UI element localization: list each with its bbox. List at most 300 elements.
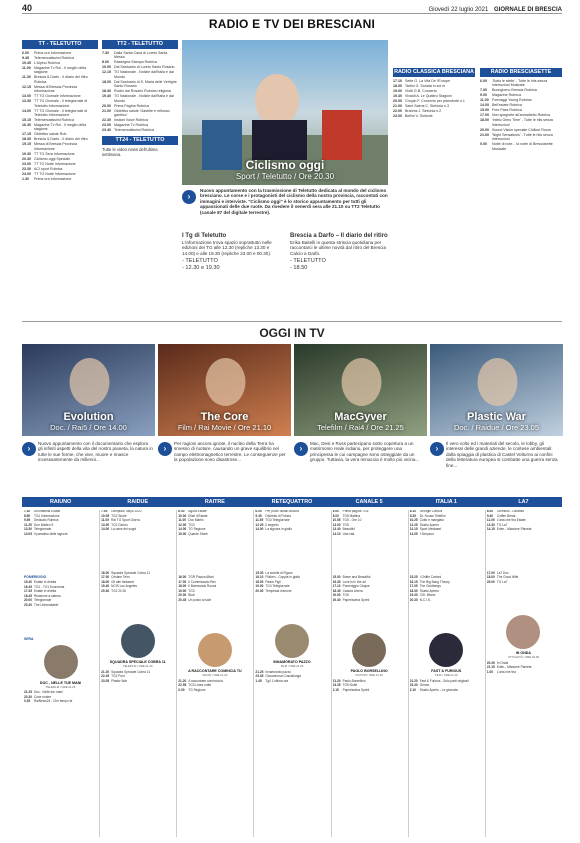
schedule-title: TG5 Notte — [342, 683, 358, 688]
schedule-time: 6.00 — [486, 510, 494, 513]
schedule-title: Free Pass Rubrica — [492, 108, 522, 113]
schedule-title: TG2 Storie — [111, 513, 127, 518]
schedule-row — [102, 80, 178, 89]
schedule-time: 19.15 — [22, 142, 31, 147]
schedule-title: TG2 Post — [111, 674, 125, 679]
schedule-time: 20.30 — [409, 597, 418, 602]
channel-header-rcb: RADIO CLASSICA BRESCIANA — [394, 69, 474, 75]
schedule-tt2 — [102, 40, 178, 325]
schedule-time: 12.15 — [22, 84, 31, 89]
schedule-time: 21.00 — [102, 108, 111, 113]
arrow-icon: › — [430, 442, 444, 456]
schedule-row — [22, 51, 98, 55]
schedule-time: 16.30 — [22, 123, 31, 128]
schedule-row — [22, 157, 98, 161]
schedule-title: TG5 — [342, 522, 349, 527]
evening-program-subtitle: FILM / ORE 21.25 — [280, 663, 304, 668]
page-number: 40 — [22, 3, 33, 13]
schedule-time: 15.30 — [255, 570, 264, 575]
schedule-time: 20.00 — [332, 593, 341, 598]
schedule-title: CSI: Miami — [419, 593, 436, 598]
schedule-time: 20.30 — [24, 602, 32, 607]
schedule-row — [22, 142, 98, 151]
schedule-row — [102, 109, 178, 118]
schedule-row — [410, 533, 483, 537]
schedule-row — [22, 177, 98, 181]
schedule-title: Il paradiso delle signore — [34, 531, 68, 536]
schedule-row — [393, 114, 475, 118]
schedule-title: 'Intelo Orino Time' - Tutte le hits senza interruzioni — [492, 118, 553, 127]
schedule-title: Prima ora Informazione — [34, 176, 72, 181]
schedule-row — [102, 118, 178, 122]
schedule-rbs — [480, 68, 562, 323]
schedule-time: 24.00 — [22, 171, 31, 176]
schedule-time: 22.30 — [102, 118, 111, 123]
schedule-time: 1.30 — [22, 176, 29, 181]
schedule-time: 18.00 — [486, 575, 495, 580]
schedule-time: 23.40 — [102, 128, 111, 133]
schedule-title: Il Marescialo Rocca — [188, 584, 217, 589]
hero-title: Ciclismo oggi — [245, 158, 325, 172]
film-subtitle: Telefilm / Rai4 / Ore 21.25 — [317, 423, 404, 432]
film-title: Evolution — [63, 411, 114, 423]
schedule-time: 19.40 — [102, 94, 111, 99]
schedule-title: L'aria che tira Estate — [496, 518, 526, 522]
film-photo — [158, 344, 291, 436]
hero-text: Nuovo appuntamento con la trasmissione di Teletutto dedicata al mondo del ciclismo bresciano. Le corse e i protagonisti del ciclismo della nostra provincia, raccontati con immagini e interviste. "Ciclismo oggi" è lo storico appuntamento per tutti gli appassionati delle due ruote. Da rivedere il venerdì sera alle 21.10 su TT2 Teletutto (canale 87 del digitale terrestre). — [200, 188, 388, 215]
schedule-title: TT TG Notte Informazione — [34, 161, 76, 166]
schedule-title: Dal Santuario di Loreto Santo Rosario — [114, 65, 175, 70]
schedule-title: Caduta Libera — [342, 588, 363, 593]
schedule-title: Dal Santuario di S. Maria delle Vertighe Santo Rosario — [114, 79, 177, 89]
schedule-title: Squadra Speciale Cobra 11 — [111, 570, 151, 575]
schedule-time: 13.15 — [409, 527, 418, 531]
schedule-title: Cose nostre — [34, 694, 52, 699]
schedule-time: 17.00 — [480, 113, 489, 118]
schedule-title: Tartini G. Sonata in sol m — [405, 84, 446, 88]
schedule-row — [102, 51, 178, 60]
schedule-title: RaiNews24 - Che tempo fa — [34, 699, 73, 704]
schedule-row — [480, 108, 562, 112]
schedule-time: 18.00 — [480, 118, 489, 123]
schedule-time: 20.00 — [393, 99, 402, 103]
schedule-row — [22, 123, 98, 132]
schedule-row — [22, 75, 98, 84]
program-thumbnail — [275, 624, 309, 658]
schedule-title: Unomattina Estate — [34, 510, 61, 513]
schedule-title: Quante Storie — [188, 531, 208, 536]
schedule-row — [480, 142, 562, 151]
schedule-title: Doc Martin — [188, 518, 204, 522]
evening-program-title: DOC - NELLE TUE MANI — [39, 680, 82, 685]
schedule-title: Dr. House Telefilm — [419, 513, 446, 518]
schedule-row — [480, 118, 562, 127]
schedule-time: 13.30 — [22, 99, 31, 104]
schedule-time: 20.30 — [101, 588, 110, 593]
schedule-row — [22, 167, 98, 171]
schedule-time: 20.45 — [178, 597, 187, 602]
schedule-row — [22, 85, 98, 94]
schedule-time: 12.25 — [409, 522, 418, 527]
schedule-row — [480, 79, 562, 88]
schedule-time: 14.00 — [178, 527, 187, 531]
schedule-time: 23.00 — [102, 123, 111, 128]
schedule-time: 15.25 — [409, 575, 418, 580]
schedule-time: 9.00 — [480, 93, 487, 98]
schedule-title: Doc - Nelle tue mani — [34, 690, 63, 695]
schedule-time: 8.00 — [102, 60, 109, 65]
channel-schedule — [178, 510, 251, 837]
schedule-title: Fast & Furious - Solo parti originali — [419, 678, 469, 683]
schedule-time: 14.05 — [409, 531, 418, 536]
evening-program-title: A RACCONTARE COMINCIA TU — [188, 668, 242, 673]
schedule-time: 15.00 — [480, 108, 489, 113]
schedule-time: 15.15 — [22, 118, 31, 123]
schedule-rcb — [393, 68, 475, 323]
schedule-title: TT TG Notte Informazione — [34, 171, 76, 176]
schedule-time: 16.35 — [332, 579, 341, 584]
film-title: Plastic War — [467, 411, 526, 423]
column-divider — [99, 510, 100, 837]
schedule-time: 20.00 — [24, 598, 32, 603]
schedule-time: 13.30 — [486, 522, 495, 527]
schedule-tt — [22, 40, 98, 325]
program-thumbnail — [198, 633, 232, 667]
schedule-row — [102, 60, 178, 64]
schedule-title: Rocilo dal Rosario Rubrica religiosa — [114, 89, 171, 94]
schedule-time: 0.15 — [332, 687, 339, 692]
schedule-time: 21.20 — [332, 678, 341, 683]
schedule-title: TT TG Giornale - Il telegiornale di Teletutto Informazione — [34, 99, 88, 108]
schedule-title: 'Night Sensations' - Tutte le hits senza interruzioni — [492, 132, 553, 142]
schedule-title: Vivaldi A. Le Quattro Stagioni — [405, 94, 452, 98]
schedule-row — [393, 94, 475, 98]
schedule-title: Un posto al sole — [188, 597, 212, 602]
schedule-title: Beautiful — [342, 527, 355, 531]
schedule-time: 1.00 — [486, 669, 494, 674]
schedule-time: 20.00 — [486, 579, 495, 584]
channel-header: ITALIA 1 — [435, 499, 457, 505]
schedule-row — [22, 162, 98, 166]
schedule-time: 8.10 — [409, 510, 416, 513]
schedule-title: TG5 - Ore 10 — [342, 518, 362, 522]
page-title: RADIO E TV DEI BRESCIANI — [208, 17, 376, 31]
schedule-title: Obiettivo salute 'Gastrite e reflusso gastrico' — [114, 108, 170, 118]
schedule-title: Paolo Borsellino — [342, 678, 366, 683]
arrow-icon: › — [22, 442, 36, 456]
schedule-row — [393, 104, 475, 108]
schedule-title: La signora in giallo — [265, 527, 293, 531]
schedule-row — [480, 88, 562, 92]
schedule-time: 0.00 — [480, 142, 487, 147]
schedule-title: Prima pagina TG5 — [342, 510, 369, 513]
schedule-time: 8.50 — [24, 513, 31, 518]
schedule-time: 22.00 — [393, 109, 402, 113]
schedule-row — [24, 604, 97, 608]
schedule-title: Omnibus - Dibattito — [496, 510, 525, 513]
schedule-row — [22, 66, 98, 75]
schedule-time: 18.00 — [178, 584, 187, 589]
schedule-row — [487, 528, 560, 532]
schedule-title: Ciclismo oggi Speciale — [34, 156, 71, 161]
schedule-title: Messa di Brescia Provincia Informazione — [34, 142, 78, 151]
schedule-time: 21.25 — [24, 690, 32, 695]
schedule-title: Paperissima Sprint — [342, 687, 370, 692]
schedule-title: Il segreto — [265, 522, 279, 527]
schedule-title: Obiettivo salute Rub. — [34, 132, 68, 137]
schedule-time: 20.35 — [486, 660, 495, 665]
schedule-time: 23.05 — [101, 678, 110, 683]
pomeriggio-label: POMERIGGIO — [24, 575, 47, 580]
schedule-time: 18.00 — [102, 79, 111, 84]
schedule-title: TG1 Informazione — [34, 513, 60, 518]
schedule-row — [101, 590, 174, 594]
schedule-time: 9.40 — [486, 513, 494, 518]
schedule-title: Non spegnete all'armadietto Rubrica — [492, 113, 551, 118]
schedule-time: 10.00 — [178, 513, 187, 518]
column-divider — [331, 510, 332, 837]
schedule-time: 13.00 — [101, 522, 110, 527]
schedule-row — [333, 599, 406, 603]
schedule-title: Eden - Missione Pianeta — [496, 665, 532, 670]
schedule-row — [255, 590, 328, 594]
schedule-title: TT TG Giornale - Il telegiornale di Teletutto Informazione — [34, 108, 88, 118]
schedule-title: NCIS Los Angeles — [111, 584, 138, 589]
schedule-row — [102, 89, 178, 93]
schedule-title: Magazine Tv Rol - Il meglio della stagione — [34, 66, 87, 75]
section-title-oggi: OGGI IN TV — [22, 321, 562, 343]
schedule-title: Eden - Missione Pianeta — [496, 527, 532, 531]
schedule-time: 23.30 — [24, 694, 32, 699]
film-title: MacGyver — [334, 411, 387, 423]
schedule-row — [102, 128, 178, 132]
schedule-time: 20.00 — [178, 593, 187, 598]
schedule-title: Viotti G.B. Concerto — [405, 89, 437, 93]
schedule-title: Formaggi Young Rubrica — [492, 98, 532, 103]
schedule-time: 15.40 — [24, 580, 32, 585]
schedule-row — [480, 128, 562, 132]
schedule-title: Prima ora Informazione — [34, 51, 72, 55]
schedule-time: 16.00 — [178, 575, 187, 580]
schedule-row — [410, 599, 483, 603]
schedule-time: 11.00 — [480, 98, 489, 103]
schedule-title: Olimpiadi Tokyo 2020 — [111, 510, 142, 513]
schedule-time: 23.30 — [409, 683, 418, 688]
schedule-title: I Simpson — [419, 531, 434, 536]
schedule-title: Grimm — [419, 683, 430, 688]
schedule-title: ACI sport Rubrica — [34, 166, 63, 171]
schedule-time: 23.35 — [332, 683, 341, 688]
schedule-row — [333, 689, 406, 693]
schedule-time: 17.00 — [178, 579, 187, 584]
evening-program-subtitle: TELEFILM / ORE 21.20 — [122, 663, 153, 668]
schedule-title: Rai TG Sport Giorno — [111, 518, 141, 522]
schedule-time: 21.00 — [480, 132, 489, 137]
schedule-title: Estate in diretta — [34, 580, 57, 585]
schedule-time: 11.05 — [101, 518, 109, 522]
film-description: Per ragioni ancora ignote, il nucleo della Terra ha smesso di ruotare, causando un grave squilibrio nel campo elettromagnetico terrestre. Le conseguenze per la popolazione sono disastrose... — [174, 441, 286, 463]
schedule-time: 19.00 — [255, 584, 264, 589]
schedule-row — [480, 113, 562, 117]
tt24-text: Tutte le video news dell'ultima settimana. — [102, 147, 158, 158]
channel-header: LA7 — [518, 499, 529, 505]
schedule-title: Bell'estate Rubrica — [492, 103, 522, 108]
schedule-time: 16.10 — [255, 575, 264, 580]
schedule-time: 11.55 — [255, 518, 264, 522]
program-thumbnail — [429, 633, 463, 667]
hero-subtitle: Sport / Teletutto / Ore 20.30 — [235, 172, 335, 181]
film-description: Mac, Desi e Russ partecipano sotto copertura a un matrimonio reale indiano, per proteggere una principessa le cui campagne sono osteggiate da un gruppo. Tuttavia, la vera minaccia è molto più vicina... — [310, 441, 420, 463]
schedule-row — [102, 70, 178, 79]
schedule-title: TG Regione — [188, 527, 206, 531]
schedule-row — [410, 689, 483, 693]
schedule-title: Saint Saens C. Sinfonia n.3 — [405, 104, 449, 108]
schedule-time: 9.45 — [255, 513, 262, 518]
schedule-time: 6.00 — [178, 510, 185, 513]
schedule-title: Telegiornale — [34, 598, 52, 603]
schedule-row — [178, 533, 251, 537]
schedule-time: 22.45 — [101, 674, 110, 679]
evening-program-subtitle: ATTUALITÀ / ORE 20.35 — [507, 654, 539, 659]
channel-schedule — [487, 510, 560, 837]
film-photo — [430, 344, 563, 436]
schedule-title: The Unbreakable — [34, 602, 59, 607]
schedule-row — [22, 94, 98, 98]
schedule-time: 17.05 — [409, 584, 418, 589]
channel-band — [22, 497, 562, 507]
schedule-time: 21.20 — [178, 678, 187, 683]
schedule-title: 'Sotto le stelle' - Tutte le hits senza interruzioni Musicale — [492, 79, 548, 88]
arrow-icon: › — [158, 442, 172, 456]
schedule-time: 9.55 — [24, 518, 31, 522]
schedule-title: TG3 Linea notte — [188, 683, 212, 688]
program-thumbnail — [44, 645, 78, 679]
schedule-title: Sette G. La Vita De l'Europe — [405, 79, 450, 83]
schedule-time: 7.30 — [102, 51, 109, 55]
schedule-row — [22, 61, 98, 65]
schedule-time: 6.00 — [480, 79, 487, 83]
schedule-row — [178, 689, 251, 693]
schedule-title: Il Commissario Rex — [188, 579, 216, 584]
schedule-time: 18.30 — [22, 137, 31, 142]
schedule-time: 8.35 — [409, 513, 416, 518]
schedule-time: 6.00 — [255, 510, 262, 513]
schedule-time: 10.00 — [102, 65, 111, 70]
schedule-row — [102, 104, 178, 108]
schedule-title: Dedicato Rubrica — [34, 518, 59, 522]
schedule-title: TT TG Giornale Informazione — [34, 94, 81, 99]
sera-label: SERA — [24, 636, 34, 641]
schedule-title: Tg4 L'ultima ora — [265, 678, 289, 683]
column-divider — [485, 510, 486, 837]
schedule-title: La7 Doc — [496, 570, 509, 575]
schedule-time: 6.00 — [332, 510, 339, 513]
schedule-title: TT TG Sera Informazione — [34, 151, 75, 156]
schedule-time: 7.00 — [480, 88, 487, 93]
schedule-time: 10.45 — [22, 61, 31, 65]
schedule-time: 11.00 — [178, 518, 187, 522]
schedule-title: TG5 — [342, 593, 349, 598]
schedule-title: Brave and Beautiful — [342, 575, 371, 580]
schedule-time: 11.30 — [22, 75, 31, 80]
schedule-title: Studio Aperto — [419, 588, 439, 593]
schedule-row — [101, 680, 174, 684]
schedule-time: 16.00 — [101, 570, 110, 575]
schedule-title: TGR Piazza Affari — [188, 575, 214, 580]
schedule-title: Tempesta d'amore — [265, 588, 292, 593]
channel-schedule — [255, 510, 328, 837]
schedule-title: Blob — [188, 593, 195, 598]
schedule-time: 17.45 — [24, 589, 32, 594]
film-subtitle: Doc. / Rai5 / Ore 14.00 — [50, 423, 127, 432]
schedule-time: 22.55 — [178, 683, 187, 688]
schedule-time: 14.10 — [332, 531, 341, 536]
channel-header: RAIDUE — [127, 499, 149, 505]
schedule-time: 14.00 — [101, 527, 110, 531]
schedule-title: Brescia & Darfo - Il diario del ritiro Rubrica — [34, 75, 88, 84]
schedule-time: 21.15 — [486, 665, 495, 670]
schedule-title: Paperissima Sprint — [342, 597, 370, 602]
schedule-title: Padre Figli — [265, 579, 281, 584]
schedule-row — [102, 123, 178, 127]
schedule-row — [24, 700, 97, 704]
schedule-time: 23.30 — [22, 166, 31, 171]
schedule-title: N.C.I.S. — [419, 597, 431, 602]
schedule-title: Cotto e mangiato — [419, 518, 444, 522]
schedule-time: 12.25 — [255, 522, 264, 527]
film-subtitle: Doc. / Raidue / Ore 23.05 — [453, 423, 540, 432]
channel-schedule — [24, 510, 97, 837]
schedule-row — [22, 109, 98, 118]
schedule-time: 19.30 — [22, 151, 31, 156]
channel-header-tt: TT - TELETUTTO — [22, 40, 98, 49]
schedule-title: Rassegna Stampa Rubrica — [114, 60, 157, 65]
program-thumbnail — [506, 615, 540, 649]
schedule-title: La nave dei sogni — [111, 527, 137, 531]
schedule-row — [480, 93, 562, 97]
schedule-time: 14.00 — [22, 108, 31, 113]
schedule-title: Elisir d'Estate — [188, 513, 208, 518]
schedule-title: Sound Vision speciale Chillout Room — [492, 127, 551, 132]
evening-program-title: PAOLO BORSELLINO — [350, 668, 388, 673]
schedule-time: 18.30 — [409, 588, 418, 593]
schedule-row — [480, 98, 562, 102]
schedule-title: TG La7 — [496, 579, 508, 584]
evening-program-subtitle: SHOW / ORE 21.20 — [202, 672, 228, 677]
schedule-time: 18.00 — [101, 579, 110, 584]
program-thumbnail — [121, 624, 155, 658]
schedule-row — [24, 533, 97, 537]
schedule-row — [102, 65, 178, 69]
schedule-title: La sorella di Figaro — [265, 570, 293, 575]
schedule-title: Telemercatissimi Rubrica — [34, 118, 74, 123]
schedule-time: 8.00 — [332, 513, 339, 518]
schedule-row — [393, 79, 475, 83]
schedule-row — [487, 581, 560, 585]
channel-header: RAIUNO — [49, 499, 72, 505]
page-header — [22, 4, 562, 14]
schedule-row — [480, 133, 562, 142]
schedule-time: 13.30 — [24, 527, 32, 531]
schedule-row — [480, 103, 562, 107]
schedule-time: 17.15 — [22, 132, 31, 137]
column-divider — [408, 510, 409, 837]
schedule-time: 16.15 — [409, 579, 418, 584]
schedule-time: 17.10 — [332, 584, 341, 589]
schedule-title: TG Nazionale - Notizie dall'Italia e dal Mondo — [114, 70, 174, 79]
schedule-time: 11.00 — [22, 66, 31, 70]
schedule-title: Telemercatissimi Rubrica — [34, 56, 74, 60]
